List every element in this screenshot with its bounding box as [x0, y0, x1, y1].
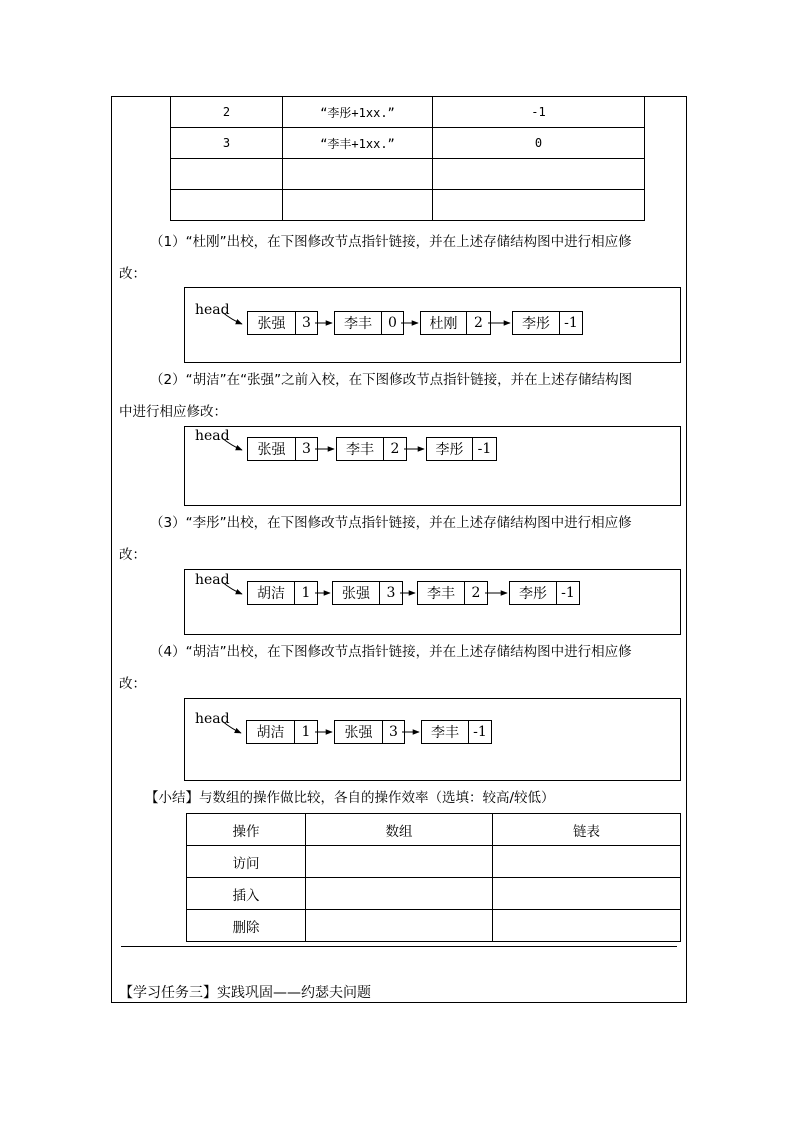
table-header: 数组 [306, 814, 493, 846]
node-pointer: 1 [301, 724, 311, 740]
node-pointer: -1 [561, 585, 575, 601]
node-pointer: 2 [471, 585, 481, 601]
node-value: 杜刚 [421, 312, 467, 334]
node-pointer: 3 [302, 441, 311, 457]
table-cell: 删除 [187, 910, 306, 942]
divider [121, 946, 677, 947]
node-pointer: 3 [386, 585, 396, 601]
node-pointer: 2 [390, 441, 400, 457]
table-cell-blank [306, 846, 493, 878]
question-3-text-cont: 改： [119, 547, 146, 563]
head-arrow [222, 582, 242, 594]
table-cell-blank [493, 846, 681, 878]
question-2-text: （2）“胡洁”在“张强”之前入校，在下图修改节点指针链接，并在上述存储结构图 [150, 372, 633, 388]
node-value: 张强 [248, 312, 296, 334]
table-cell: 访问 [187, 846, 306, 878]
node-pointer: -1 [477, 441, 492, 457]
head-arrow [222, 721, 241, 733]
table-header-row [187, 814, 681, 846]
node-value: 李丰 [335, 312, 382, 334]
head-label: head [195, 428, 230, 444]
question-3-text: （3）“李彤”出校，在下图修改节点指针链接，并在上述存储结构图中进行相应修 [150, 515, 632, 531]
node-value: 张强 [335, 721, 383, 743]
node-value: 张强 [333, 582, 380, 604]
node-value: 张强 [248, 438, 296, 460]
node-value: 胡洁 [247, 721, 295, 743]
table-cell-blank [493, 878, 681, 910]
table-cell: “李丰+1xx.” [283, 128, 433, 159]
question-2-text-cont: 中进行相应修改： [119, 404, 227, 420]
question-1-text: （1）“杜刚”出校，在下图修改节点指针链接，并在上述存储结构图中进行相应修 [150, 234, 632, 250]
node-pointer: -1 [564, 315, 578, 331]
table-header: 操作 [187, 814, 306, 846]
head-label: head [195, 572, 230, 588]
table-cell-blank [306, 910, 493, 942]
node-pointer: -1 [473, 724, 487, 740]
table-cell: -1 [433, 97, 645, 128]
node-value: 李丰 [422, 721, 469, 743]
node-value: 李丰 [337, 438, 384, 460]
table-row [187, 910, 681, 942]
task-title: 【学习任务三】实践巩固——约瑟夫问题 [119, 985, 371, 1001]
node-pointer: 0 [388, 315, 397, 331]
table-cell-blank [306, 878, 493, 910]
node-pointer: 1 [301, 585, 311, 601]
summary-table [186, 813, 681, 942]
table-cell: 0 [433, 128, 645, 159]
head-arrow [222, 438, 242, 450]
question-4-text-cont: 改： [119, 676, 146, 692]
node-value: 李彤 [427, 438, 473, 460]
table-row [187, 878, 681, 910]
question-4-text: （4）“胡洁”出校，在下图修改节点指针链接，并在上述存储结构图中进行相应修 [150, 644, 632, 660]
question-1-text-cont: 改： [119, 266, 146, 282]
head-arrow [222, 312, 242, 324]
node-pointer: 3 [389, 724, 398, 740]
node-value: 李彤 [510, 582, 557, 604]
head-label: head [195, 711, 230, 727]
table-row [187, 846, 681, 878]
table-header: 链表 [493, 814, 681, 846]
node-value: 李丰 [418, 582, 465, 604]
head-label: head [195, 302, 230, 318]
table-cell: 2 [171, 97, 283, 128]
node-pointer: 3 [302, 315, 311, 331]
table-cell-blank [493, 910, 681, 942]
summary-intro: 【小结】与数组的操作做比较，各自的操作效率（选填：较高/较低） [145, 790, 555, 806]
table-cell: 3 [171, 128, 283, 159]
node-value: 胡洁 [248, 582, 295, 604]
table-cell: “李彤+1xx.” [283, 97, 433, 128]
table-cell: 插入 [187, 878, 306, 910]
node-value: 李彤 [513, 312, 560, 334]
node-pointer: 2 [474, 315, 483, 331]
